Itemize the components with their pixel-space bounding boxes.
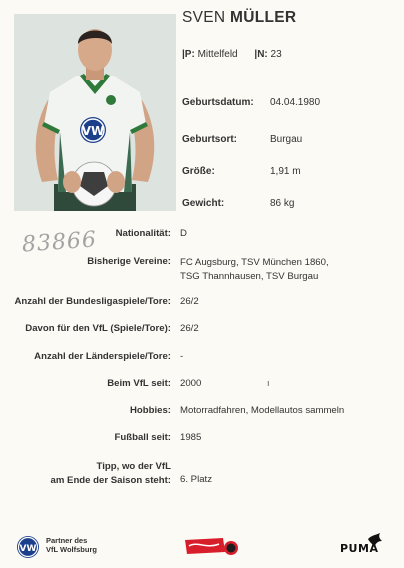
puma-wordmark: PUMA <box>340 542 379 555</box>
birthdate-label: Geburtsdatum: <box>182 97 254 108</box>
nationality-label: Nationalität: <box>115 228 171 239</box>
season-tip-value: 6. Platz <box>180 474 212 485</box>
position-number-row <box>182 49 282 60</box>
previous-clubs-line-1: FC Augsburg, TSV München 1860, <box>180 257 329 268</box>
last-name: MÜLLER <box>230 9 297 26</box>
weight-label: Gewicht: <box>182 198 225 209</box>
height-label: Größe: <box>182 166 215 177</box>
season-tip-label <box>0 460 171 488</box>
player-name <box>182 9 296 27</box>
svg-text:VW: VW <box>81 124 105 138</box>
height-value: 1,91 m <box>270 166 301 177</box>
birthplace-label: Geburtsort: <box>182 134 237 145</box>
coca-cola-logo-icon <box>183 536 241 561</box>
first-name: SVEN <box>182 9 226 26</box>
hobbies-label: Hobbies: <box>129 405 171 416</box>
vfl-games-label: Davon für den VfL (Spiele/Tore): <box>25 323 171 334</box>
number-value: 23 <box>270 49 282 60</box>
handwritten-number: 83866 <box>21 227 98 258</box>
number-label: |N: <box>254 49 268 60</box>
svg-text:VW: VW <box>19 544 37 554</box>
position-value: Mittelfeld <box>197 49 238 60</box>
footer <box>0 528 404 568</box>
nationality-value: D <box>180 228 187 239</box>
season-tip-label-line-2: am Ende der Saison steht: <box>50 475 171 486</box>
previous-clubs-line-2: TSG Thannhausen, TSV Burgau <box>180 271 319 282</box>
hobbies-value: Motorradfahren, Modellautos sammeln <box>180 405 345 416</box>
birthplace-value: Burgau <box>270 134 303 145</box>
weight-value: 86 kg <box>270 198 295 209</box>
vfl-games-value: 26/2 <box>180 323 199 334</box>
season-tip-label-line-1: Tipp, wo der VfL <box>96 461 171 472</box>
international-games-value: - <box>180 351 184 362</box>
vw-logo-icon <box>16 535 40 564</box>
bundesliga-games-value: 26/2 <box>180 296 199 307</box>
pen-mark-icon: ı <box>267 378 270 388</box>
previous-clubs-value <box>180 256 329 284</box>
football-since-label: Fußball seit: <box>114 432 171 443</box>
player-photo <box>14 14 176 211</box>
partner-text: Partner des VfL Wolfsburg <box>46 536 97 554</box>
football-since-value: 1985 <box>180 432 202 443</box>
previous-clubs-label: Bisherige Vereine: <box>87 256 171 267</box>
position-label: |P: <box>182 49 195 60</box>
birthdate-value: 04.04.1980 <box>270 97 321 108</box>
at-vfl-since-label: Beim VfL seit: <box>107 378 171 389</box>
at-vfl-since-value: 2000 <box>180 378 202 389</box>
bundesliga-games-label: Anzahl der Bundesligaspiele/Tore: <box>14 296 171 307</box>
international-games-label: Anzahl der Länderspiele/Tore: <box>34 351 171 362</box>
